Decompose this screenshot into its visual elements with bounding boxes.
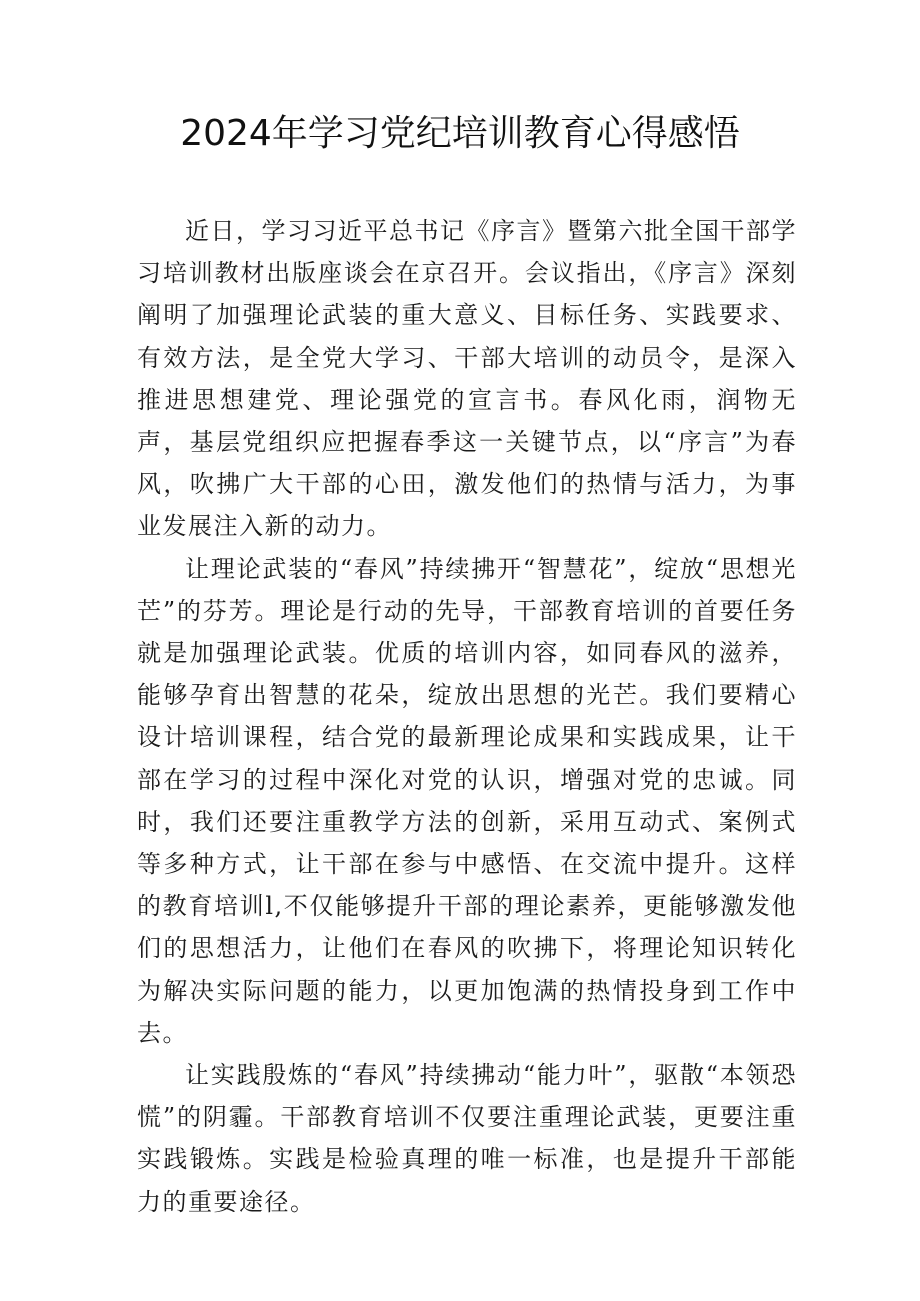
paragraph-3: 让实践殷炼的“春风”持续拂动“能力叶”，驱散“本领恐慌”的阴霾。干部教育培训不仅要注重理论武装，更要注重实践锻炼。实践是检验真理的唯一标准，也是提升干部能力的重要途径。 [137,1061,797,1216]
document-body [137,210,797,1223]
document-title: 2024年学习党纪培训教育心得感悟 [180,113,740,154]
paragraph-2: 让理论武装的“春风”持续拂开“智慧花”，绽放“思想光芒”的芬芳。理论是行动的先导，干部教育培训的首要任务就是加强理论武装。优质的培训内容，如同春风的滋养，能够孕育出智慧的花朵，绽放出思想的光芒。我们要精心设计培训课程，结合党的最新理论成果和实践成果，让干部在学习的过程中深化对党的认识，增强对党的忠诚。同时，我们还要注重教学方法的创新，采用互动式、案例式等多种方式，让干部在参与中感悟、在交流中提升。这样的教育培训l,不仅能够提升干部的理论素养，更能够激发他们的思想活力，让他们在春风的吹拂下，将理论知识转化为解决实际问题的能力，以更加饱满的热情投身到工作中去。 [137,554,797,1047]
paragraph-1: 近日，学习习近平总书记《序言》暨第六批全国干部学习培训教材出版座谈会在京召开。会议指出，《序言》深刻阐明了加强理论武装的重大意义、目标任务、实践要求、有效方法，是全党大学习、干部大培训的动员令，是深入推进思想建党、理论强党的宣言书。春风化雨，润物无声，基层党组织应把握春季这一关键节点，以“序言”为春风，吹拂广大干部的心田，激发他们的热情与活力，为事业发展注入新的动力。 [137,217,797,541]
